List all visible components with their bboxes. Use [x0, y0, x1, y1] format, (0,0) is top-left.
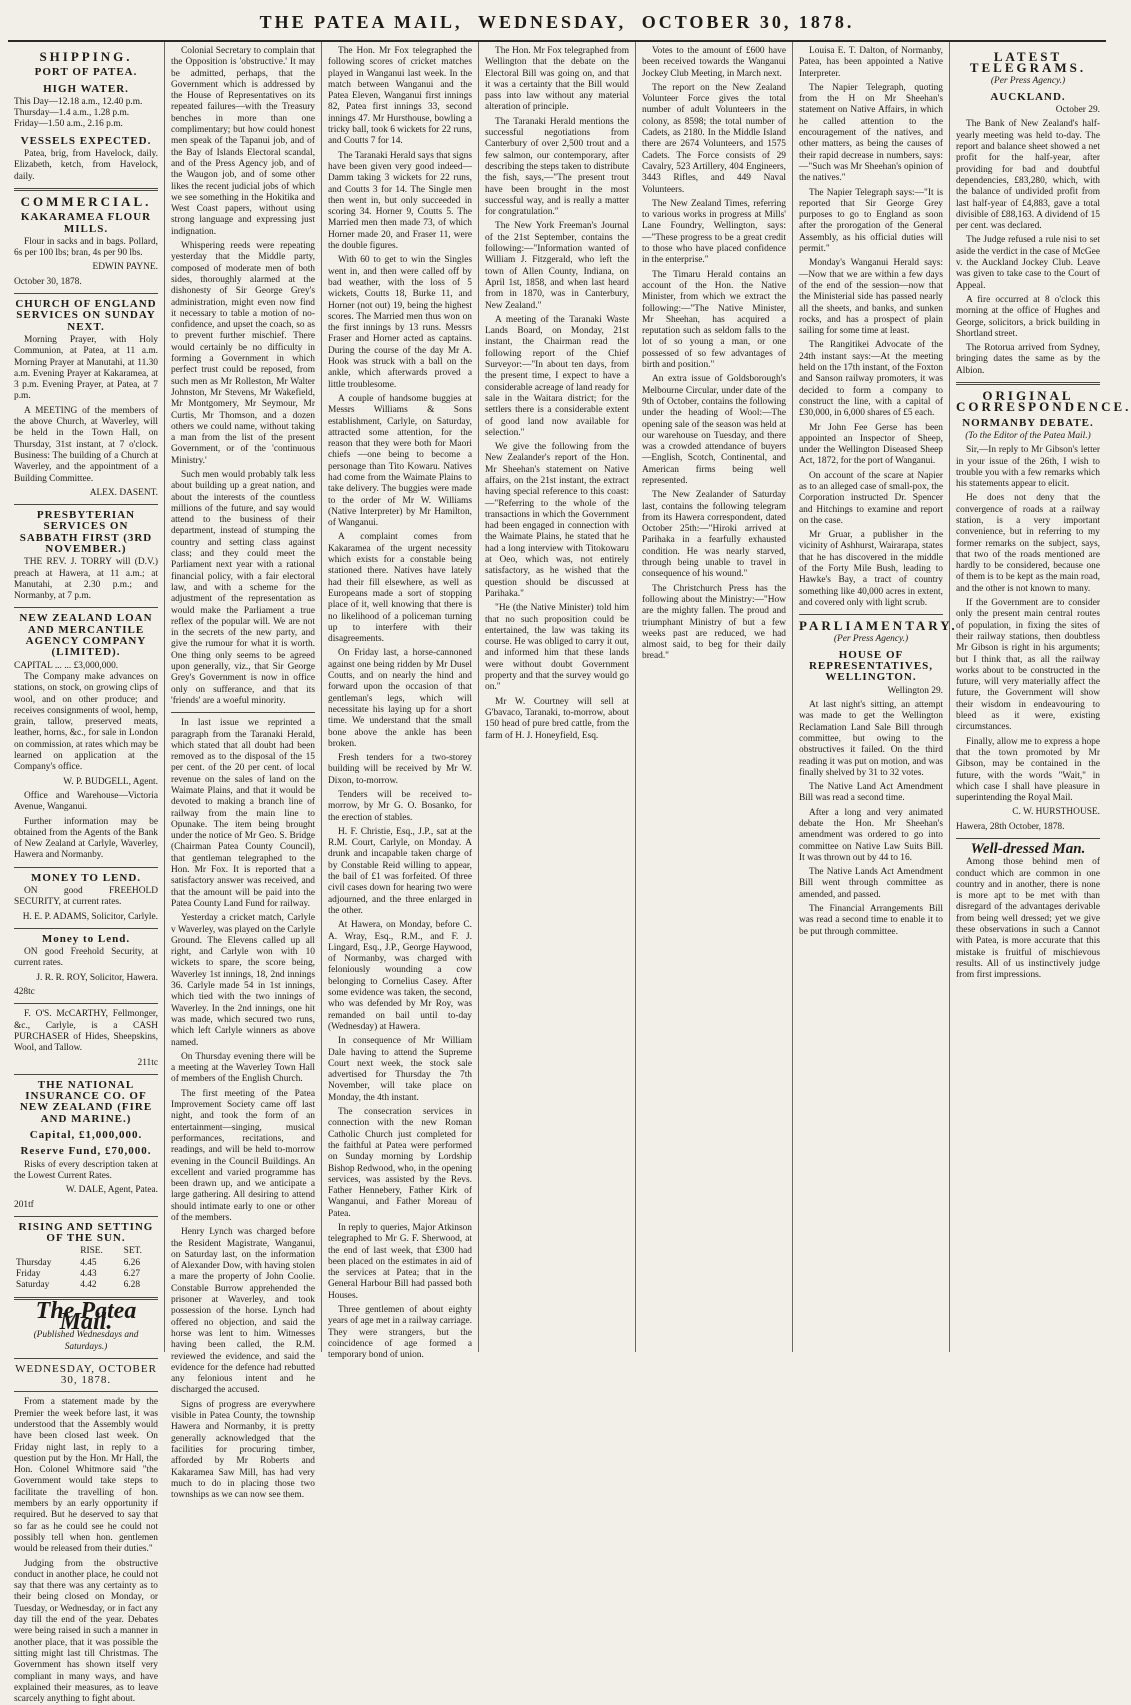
article-paragraph: The Christchurch Press has the following about the Ministry:—"How are the mighty fallen. The proud and triumphant Ministry of but a few weeks past are reduced, we had almost said, to beg for their daily bread." [642, 583, 786, 662]
column-6 [793, 42, 958, 1352]
sun-cell: Friday [16, 1269, 41, 1280]
parliamentary-source: (Per Press Agency.) [833, 633, 909, 644]
article-paragraph: Tenders will be received to-morrow, by Mr G. O. Bosanko, for the erection of stables. [328, 790, 472, 823]
vessels-text: Patea, brig, from Havelock, daily. Elizabeth, ketch, from Havelock, daily. [14, 149, 158, 182]
nz-loan-more: Further information may be obtained from the Agents of the Bank of New Zealand at Carlyle, Waverley, Hawera and Normanby. [14, 816, 158, 861]
mccarthy-text: F. O'S. McCARTHY, Fellmonger, &c., Carlyle, is a CASH PURCHASER of Hides, Sheepskins, Wool, and Tallow. [14, 1009, 158, 1054]
sun-cell: 6.28 [123, 1280, 141, 1291]
columns [8, 42, 1131, 1705]
article-paragraph: Monday's Wanganui Herald says:—Now that we are within a few days of the end of the session—now that the Ministerial side has passed nearly all the sheets, and banks, and sunken rocks, and has a prospect of plain sailing for some time at least. [799, 258, 943, 337]
sun-row [14, 1258, 158, 1269]
article-paragraph: The first meeting of the Patea Improvement Society came off last night, and took the form of an entertainment—singing, musical performances, recitations, and readings, and will be held to-morrow evening in the Council Buildings. An excellent and varied programme has been drawn up, and we anticipate a large gathering. All desiring to attend should intimate early to one or other of the members. [171, 1088, 315, 1223]
sun-cell: Thursday [16, 1257, 52, 1268]
article-paragraph: A complaint comes from Kakaramea of the urgent necessity which exists for a constable being stationed there. Natives have lately had their fill elsewhere, as well as Europeans made a sort of stopping place of it, well knowing that there is no likelihood of a policeman turning up to interfere with their disagreements. [328, 532, 472, 645]
divider [14, 1074, 158, 1075]
parliamentary-paragraph: The Native Lands Act Amendment Bill went through committee as amended, and passed. [799, 867, 943, 900]
article-paragraph: At Hawera, on Monday, before C. A. Wray, Esq., R.M., and F. J. Lingard, Esq., J.P., George Haywood, of Normanby, was charged with feloniously wounding a cow belonging to Cornelius Casey. After some evidence was taken, the second, who was defended by Mr Roy, was remanded on bail until to-day (Wednesday) at Hawera. [328, 920, 472, 1032]
high-water-row: Friday—1.50 a.m., 2.16 p.m. [14, 119, 123, 130]
paper-subtitle: (Published Wednesdays and Saturdays.) [33, 1330, 139, 1352]
article-paragraph: Mr Gruar, a publisher in the vicinity of Ashhurst, Wairarapa, states that he has discovered in the middle of the Forty Mile Bush, leading to Hawke's Bay, a tract of country something like 40,000 acres in extent, and covered only with light scrub. [799, 530, 943, 608]
correspondence-title: NORMANBY DEBATE. [962, 416, 1094, 429]
church-text: Morning Prayer, with Holy Communion, at Patea, at 11 a.m. Morning Prayer at Manutahi, at 11.30 a.m. Evening Prayer at Kakaramea, at 3 p.m. Evening Prayer, at Patea, at 7 p.m. [14, 334, 158, 402]
article-paragraph: We give the following from the New Zealander's report of the Hon. Mr Sheehan's statement on Native affairs, on the 21st instant, the extract having special reference to this coast:—"Referring to the whole of the transactions in which the Government had been engaged in connection with the Waimate Plains, he stated that he had a long interview with Titokowaru at Oeo, which was, not entirely satisfactory, as he wished that the question should be discussed at Parihaka." [485, 442, 629, 599]
divider [14, 1391, 158, 1392]
article-paragraph: The Rangitikei Advocate of the 24th instant says:—At the meeting held on the 17th instant, of the Foxton and Sanson railway promoters, it was decided to form a company to construct the line, with a capital of £30,000, in 6,000 shares of £5 each. [799, 340, 943, 419]
shipping-heading: SHIPPING. [39, 49, 133, 64]
editorial-paragraph: Judging from the obstructive conduct in another place, he could not say that there was any certainty as to their being closed on Monday, or Tuesday, or Wednesday, or in fact any day till the end of the year. Debates were being raised in such a manner in another place, that it was possible the sitting might last till Christmas. The Government has shown itself very compliant in many ways, and have explained their measures, as to leave scarcely anything to fight about. [14, 1558, 158, 1705]
article-paragraph: On Thursday evening there will be a meeting at the Waverley Town Hall of members of the English Church. [171, 1051, 315, 1085]
church-heading: CHURCH OF ENGLAND SERVICES ON SUNDAY NEXT. [15, 298, 157, 333]
money-heading: MONEY TO LEND. [30, 871, 142, 884]
nz-loan-office: Office and Warehouse—Victoria Avenue, Wanganui. [14, 790, 158, 813]
divider [956, 838, 1100, 839]
editorial-paragraph: From a statement made by the Premier the week before last, it was understood that the Assembly would have been closed last week. On Friday night last, in reply to a question put by the Hon. Mr Hall, the Hon. Colonel Whitmore said "the Government would take steps to facilitate the travelling of hon. members by an early opportunity if required. But he deserved to say that so far as he could see he could not possibly tell when hon. gentlemen would be released from their duties." [14, 1397, 158, 1555]
mills-heading: KAKARAMEA FLOUR MILLS. [20, 211, 152, 235]
article-paragraph: The consecration services in connection with the new Roman Catholic Church just completed for the faithful at Patea were performed on Sunday morning by Lordship Bishop Redwood, who, in the opening services, was assisted by the Revs. Father Hennebery, Father Kirk of Wanganui, and Father Moreau of Patea. [328, 1107, 473, 1219]
sun-cell: Saturday [16, 1280, 50, 1291]
article-paragraph: "He (the Native Minister) told him that no such proposition could be entertained, the law was taking its course. He was obliged to carry it out, and informed him that these lands were without doubt Government property and that the survey would go on." [485, 603, 629, 693]
divider [14, 293, 158, 294]
article-paragraph: The Hon. Mr Fox telegraphed the following scores of cricket matches played in Wanganui last week. In the match between Wanganui and the Patea Eleven, Wanganui first innings 82, Patea first innings 33, second innings 47. Mr Hursthouse, bowling a tricky ball, took 6 wickets for 22 runs, and Coutts 7 for 14. [328, 46, 472, 147]
mills-signature: EDWIN PAYNE. [92, 262, 158, 273]
money2-signature: J. R. R. ROY, Solicitor, Hawera. [36, 972, 158, 983]
parliamentary-paragraph: The Native Land Act Amendment Bill was read a second time. [799, 782, 943, 804]
paper-title: The Patea Mail. [35, 1297, 137, 1335]
money2-ref: 428tc [14, 987, 35, 998]
article-paragraph: On account of the scare at Napier as to an alleged case of small-pox, the Corporation instructed Dr. Spencer and Hitchings to examine and report on the case. [799, 470, 943, 526]
correspondence-paragraph: Finally, allow me to express a hope that the town promoted by Mr Gibson, may be contained in the future, with the words "Wait," in which case I shall have pleasure in superintending the Royal Mail. [956, 736, 1100, 804]
correspondence-signature: C. W. HURSTHOUSE. [1012, 807, 1100, 818]
telegram-paragraph: The Judge refused a rule nisi to set aside the verdict in the case of McGee v. the Auckland Jockey Club. Leave was given to take case to the Court of Appeal. [956, 235, 1100, 291]
telegrams-date: October 29. [1055, 105, 1100, 116]
telegrams-source: (Per Press Agency.) [990, 75, 1066, 86]
insurance-text: Risks of every description taken at the Lowest Current Rates. [14, 1159, 158, 1181]
divider [14, 867, 158, 868]
insurance-ref: 201tf [14, 1199, 34, 1210]
high-water-row: This Day—12.18 a.m., 12.40 p.m. [14, 96, 143, 107]
article-paragraph: In last issue we reprinted a paragraph from the Taranaki Herald, which stated that all doubt had been removed as to the disposal of the 15 per cent. of the 20 per cent. of local revenue on the sales of land on the Waimate Plains, and that it would be devoted to making a branch line of railway from the main line to Opunake. The item being brought under the notice of Mr Geo. S. Bridge (Chairman Patea County Council), that gentleman telegraphed to the Hon. Mr Fox. It is reported that a satisfactory answer was received, and that the amount will be paid into the Patea County Land Fund for railway. [171, 718, 315, 909]
divider [14, 1358, 158, 1359]
article-paragraph: Votes to the amount of £600 have been received towards the Wanganui Jockey Club Meeting, in March next. [642, 46, 786, 79]
divider [171, 712, 315, 713]
parliamentary-paragraph: After a long and very animated debate the Hon. Mr Sheehan's amendment was ordered to go into committee on Native Law Suits Bill. It was thrown out by 44 to 16. [799, 807, 943, 863]
article-paragraph: Mr John Fee Gerse has been appointed an Inspector of Sheep, under the Wellington Diseased Sheep Act, 1872, for the port of Wanganui. [799, 422, 943, 467]
mccarthy-ref: 211tc [137, 1057, 158, 1068]
article-paragraph: A meeting of the Taranaki Waste Lands Board, on Monday, 21st instant, the Chairman read the following report of the Chief Surveyor:—"In about ten days, from the present time, I expect to have a considerable acreage of land ready for sale in the Waitara district; for the settlers there is a considerable extent of good land now available for selection." [485, 314, 629, 438]
telegram-paragraph: A fire occurred at 8 o'clock this morning at the office of Hughes and George, solicitors, a brick building in Shortland street. [956, 294, 1100, 339]
article-paragraph: The report on the New Zealand Volunteer Force gives the total number of adult Volunteers in the colony, as 8598; the total number of Cadets, as 2180. In the Middle Island there are 2674 Volunteers, and 1575 Cadets. The Force consists of 29 Cavalry, 523 Artillery, 404 Engineers, 3443 Rifles, and 449 Naval Volunteers. [642, 82, 786, 195]
masthead [8, 10, 1106, 34]
divider [14, 1216, 158, 1217]
article-paragraph: Mr W. Courtney will sell at G'bavaco, Taranaki, to-morrow, about 150 head of pure bred cattle, from the farm of H. J. Honeyfield, Esq. [485, 696, 629, 741]
sun-col-header: RISE. [80, 1246, 103, 1257]
article-paragraph: With 60 to get to win the Singles went in, and then were called off by bad weather, with the loss of 5 wickets, Coutts 18, Burke 11, and Horner (not out) 19, being the highest scores. The Married men thus won on the first innings by 13 runs. Messrs Fraser and Horner acted as captains. During the course of the day Mr A. Hook was struck with a ball on the ankle, which afterwards proved a little troublesome. [328, 255, 472, 390]
well-dressed-heading: Well-dressed Man. [970, 841, 1086, 857]
meeting-signature: ALEX. DASENT. [89, 487, 158, 498]
nz-loan-capital: CAPITAL ... ... £3,000,000. [14, 660, 119, 671]
column-2 [165, 42, 322, 1501]
money-signature: H. E. P. ADAMS, Solicitor, Carlyle. [22, 911, 158, 922]
column-7 [950, 42, 1131, 1352]
article-paragraph: Fresh tenders for a two-storey building will be received by Mr W. Dixon, to-morrow. [328, 753, 472, 786]
article-paragraph: The Taranaki Herald mentions the successful negotiations from Canterbury of over 2,500 trout and a few salmon, our contemporary, after describing the steps taken to distribute the fish, says,—"The present trout have been brought in the most successful way, and is really a matter for congratulation." [485, 116, 629, 218]
article-paragraph: Whispering reeds were repeating yesterday that the Middle party, composed of moderate men of both sides, thoroughly alarmed at the dishonesty of Sir George Grey's administration, might even now find it necessary to table a motion of no-confidence, and upset the coach, so as to prevent further mischief. There would certainly be no difficulty in forming a Government in which perfect trust could be reposed, from such men as Mr Rolleston, Mr Walter Johnston, Mr Stevens, Mr Wakefield, Mr Montgomery, Mr Seymour, Mr Curtis, Mr Thomson, and a dozen others we could name, without taking a man from the list of the present Government, or of the 'continuous Ministry.' [171, 241, 315, 466]
divider [956, 382, 1100, 385]
nz-loan-heading: NEW ZEALAND LOAN AND MERCANTILE AGENCY COMPANY (LIMITED). [19, 612, 153, 659]
article-paragraph: The Hon. Mr Fox telegraphed from Wellington that the debate on the Electoral Bill was going on, and that it was a certainty that the Bill would pass into law without any material alteration of principle. [485, 46, 629, 113]
column-4 [479, 42, 636, 1352]
sun-cell: 6.26 [123, 1257, 141, 1268]
article-paragraph: The Napier Telegraph, quoting from the H on Mr Sheehan's statement on Native Affairs, in which he called attention to the encouragement of the natives, and other matters, as being the causes of their rapid decrease in numbers, says:—"Such was Mr Sheehan's opinion of the natives." [799, 82, 943, 184]
divider [14, 607, 158, 608]
vessels-heading: VESSELS EXPECTED. [20, 134, 152, 147]
article-paragraph: Henry Lynch was charged before the Resident Magistrate, Wanganui, on Saturday last, on the information of Alexander Dow, with having stolen a mare the property of John Coolie. Constable Burrow apprehended the prisoner at Waverley, and took possession of the horse. Lynch had offered no objection, and said the horse was lent to him. Witnesses having been called, the R.M. reviewed the evidence, and said the evidence for the defence had rebutted any felonious intent and he discharged the accused. [171, 1227, 315, 1396]
column-1 [8, 42, 165, 1705]
masthead-date: OCTOBER 30, 1878. [641, 12, 855, 32]
sun-cell: 4.45 [80, 1257, 97, 1268]
column-3 [322, 42, 479, 1361]
meeting-text: A MEETING of the members of the above Church, at Waverley, will be held in the Town Hall, on Thursday, 31st instant, at 7 o'clock. Business: The building of a Church at Waverley, and the appointment of a Building Committee. [14, 405, 158, 484]
sun-cell: 4.43 [80, 1269, 97, 1280]
money-text: ON good FREEHOLD SECURITY, at current rates. [14, 886, 158, 908]
insurance-heading: THE NATIONAL INSURANCE CO. OF NEW ZEALAND (FIRE AND MARINE.) [19, 1078, 153, 1125]
correspondence-heading: ORIGINAL CORRESPONDENCE. [956, 388, 1131, 415]
sun-table-header [14, 1246, 158, 1257]
telegrams-place: AUCKLAND. [990, 90, 1066, 103]
parliamentary-date: Wellington 29. [887, 685, 943, 696]
article-paragraph: The Taranaki Herald says that signs have been given very good indeed—Damm taking 3 wickets for 22 runs, and Coutts 3 for 14. The Single men then went in, but only succeeded in scoring 34. Horner 9, Coutts 5. The Married men then made 73, of which Horner made 20, and Fraser 11, were the double figures. [328, 150, 472, 252]
high-water-row: Thursday—1.4 a.m., 1.28 p.m. [14, 108, 130, 119]
mills-text: Flour in sacks and in bags. Pollard, 6s per 100 lbs; bran, 4s per 90 lbs. [14, 236, 158, 259]
sun-row [14, 1269, 158, 1280]
sun-table [14, 1246, 158, 1291]
divider [14, 1003, 158, 1004]
article-paragraph: Louisa E. T. Dalton, of Normanby, Patea, has been appointed a Native Interpreter. [799, 46, 943, 79]
money2-heading: Money to Lend. [41, 932, 131, 945]
mills-date: October 30, 1878. [14, 276, 82, 287]
masthead-title: THE PATEA MAIL, [259, 12, 463, 32]
high-water-heading: HIGH WATER. [43, 82, 129, 95]
article-paragraph: A couple of handsome buggies at Messrs Williams & Sons establishment, Carlyle, on Saturday, attracted some attention, for the reason that they were both for Maori chiefs —one being to become a personage than Tito Kowaru. Natives had come from the Waimate Plains to take delivery. The buggies were made to the order of Mr W. Williams (Native Interpreter) by Mr Hamilton, of Wanganui. [328, 393, 472, 529]
article-paragraph: The Napier Telegraph says:—"It is reported that Sir George Grey purposes to go to England as soon after the prorogation of the General Assembly, as his official duties will permit." [799, 187, 943, 255]
telegrams-heading: LATEST TELEGRAMS. [969, 49, 1087, 76]
masthead-day: WEDNESDAY, [477, 12, 627, 32]
article-paragraph: The New Zealander of Saturday last, contains the following telegram from its Hawera correspondent, dated October 25th:—"Hiroki arrived at Parihaka in a fearfully exhausted condition. He was nearly starved, through being unable to travel in consequence of his wound." [642, 490, 786, 580]
column-5 [636, 42, 793, 1352]
well-dressed-text: Among those behind men of conduct which are common in one country and in another, there is none is more apt to be met with than disregard of the advantages derivable from being well dressed; yet we give these observations in such a Cannot with Patea, is more accurate that this mistake is fruitful of mischievous results. All of us instinctively judge from first impressions. [956, 857, 1100, 981]
insurance-capital: Capital, £1,000,000. [29, 1129, 143, 1142]
telegram-paragraph: The Rotorua arrived from Sydney, bringing dates the same as by the Albion. [956, 343, 1100, 376]
article-paragraph: In reply to queries, Major Atkinson telegraphed to Mr G. F. Sherwood, at the end of last week, that £300 had been placed on the estimates in aid of the services at Patea; that in the General Harbour Bill had passed both Houses. [328, 1222, 472, 1301]
divider [14, 928, 158, 929]
sun-cell: 6.27 [123, 1269, 141, 1280]
article-paragraph: In consequence of Mr William Dale having to attend the Supreme Court next week, the stock sale advertised for Thursday the 7th November, will take place on Monday, the 4th instant. [328, 1036, 472, 1103]
parliamentary-paragraph: At last night's sitting, an attempt was made to get the Wellington Reclamation Land Sale Bill through committee, but owing to the obstructives it failed. On the third reading it was put on motion, and was finally shelved by 31 to 32 votes. [799, 700, 943, 778]
nz-loan-text: The Company make advances on stations, on stock, on growing clips of wool, and on other produce; and receives consignments of wool, hemp, grain, tallow, preserved meats, leather, horns, &c., for sale in London on commission, at rates which may be learned on application at the Company's office. [14, 671, 158, 773]
correspondence-paragraph: Sir,—In reply to Mr Gibson's letter in your issue of the 26th, I wish to trouble you with a few remarks which his statements appear to elicit. [956, 445, 1100, 490]
parliamentary-house: HOUSE OF REPRESENTATIVES, WELLINGTON. [808, 648, 934, 684]
article-paragraph: The New York Freeman's Journal of the 21st September, contains the following:—"Information wanted of William J. Fitzgerald, who left the town of Allen County, Indiana, on April 1st, 1858, and when last heard from in 1870, was in Canterbury, New Zealand." [485, 221, 629, 311]
presbyterian-heading: PRESBYTERIAN SERVICES ON SABBATH FIRST (3RD NOVEMBER.) [19, 509, 153, 555]
correspondence-place: Hawera, 28th October, 1878. [956, 821, 1065, 832]
presbyterian-text: THE REV. J. TORRY will (D.V.) preach at Hawera, at 11 a.m.; at Manutahi, at 2.30 p.m.; and Normanby, at 7 p.m. [14, 557, 158, 602]
port-heading: PORT OF PATEA. [34, 66, 138, 79]
paper-date: WEDNESDAY, OCTOBER 30, 1878. [15, 1362, 157, 1387]
correspondence-paragraph: He does not deny that the convergence of roads at a railway station, is a very important convenience, but in referring to my former remarks on the subject, says, that two of the roads mentioned are hardly to be considered, because one of them is to be kept as the main road, and the other is not known to many. [956, 493, 1100, 594]
article-paragraph: Yesterday a cricket match, Carlyle v Waverley, was played on the Carlyle Ground. The Elevens called up all right, and Carlyle won with 10 wickets to spare, the score being, Waverley 1st innings, 18, 2nd innings 36. Carlyle made 54 in 1st innings, which tied with the two innings of Waverley. In the 2nd innings, one hit was made, which secured two runs, which left Carlyle winners as above named. [171, 913, 315, 1048]
telegram-paragraph: The Bank of New Zealand's half-yearly meeting was held to-day. The report and balance sheet showed a net profit for the half-year, after providing for bad and doubtful dependencies, £83,280, which, with the balance of undivided profit from last half-year of £4,883, gave a total divisible of £88,163. A dividend of 15 per cent. was declared. [956, 119, 1100, 232]
sun-cell: 4.42 [80, 1280, 97, 1291]
sun-col-header [14, 1246, 78, 1257]
article-paragraph: On Friday last, a horse-cannoned against one being ridden by Mr Dusel Coutts, and on nearly the hind and forward upon the occasion of that gentleman's legs, which will necessitate his laying up for a short time. We understand that the small bone above the ankle has been broken. [328, 648, 472, 749]
insurance-signature: W. DALE, Agent, Patea. [65, 1185, 158, 1196]
sun-heading: RISING AND SETTING OF THE SUN. [18, 1220, 154, 1245]
correspondence-paragraph: If the Government are to consider only the present main central routes of population, in fixing the sites of their railway stations, then doubtless Mr Gibson is right in his arguments; but I think that, as all the railway works about to be constructed in the future, will very materially affect the future, the Government will show their wisdom in endeavouring to bleed as it were, existing circumstances. [956, 598, 1100, 733]
article-paragraph: An extra issue of Goldsborough's Melbourne Circular, under date of the 9th of October, contains the following under the heading of Wool:—The opening sale of the season was held at our warehouse on Tuesday, and there was a crowded attendance of buyers—English, Scotch, Continental, and American firms being well represented. [642, 374, 786, 486]
article-paragraph: Such men would probably talk less about building up a great nation, and about the interests of the countless millions of the future, and say would attend to the business of their department, instead of stumping the country and setting class against class; and they could meet the Parliament next year with a rational financial policy, with a fair electoral law, and with a scheme for the adjustment of the representation as would make the Parliament a true reflex of the popular will. We are not in the secrets of the new party, and give the rumour for what it is worth. One thing only seems to be agreed upon generally, viz., that Sir George Grey's Government is now in office only on sufferance, and that its 'friends' are a woeful minority. [171, 469, 315, 706]
parliamentary-paragraph: The Financial Arrangements Bill was read a second time to enable it to be put through committee. [799, 904, 943, 937]
article-paragraph: Signs of progress are everywhere visible in Patea County, the township Hawera and Normanby, it is pretty generally acknowledged that the facilities for procuring timber, afforded by Mr Roberts and Kakaramea Saw Mill, has had very much to do in placing those two townships as we can now see them. [171, 1399, 315, 1501]
article-paragraph: The New Zealand Times, referring to various works in progress at Mills' Lane Foundry, Wellington, says:—"These progress to be a great credit to those who have placed confidence in the enterprise." [642, 198, 786, 266]
insurance-reserve: Reserve Fund, £70,000. [20, 1145, 152, 1158]
divider [14, 504, 158, 505]
article-paragraph: Three gentlemen of about eighty years of age met in a railway carriage. They were strangers, but the coincidence of age formed a temporary bond of union. [328, 1305, 472, 1361]
commercial-heading: COMMERCIAL. [20, 193, 152, 209]
money2-text: ON good Freehold Security, at current rates. [14, 947, 158, 969]
divider [799, 614, 943, 615]
article-paragraph: H. F. Christie, Esq., J.P., sat at the R.M. Court, Carlyle, on Monday. A drunk and incapable taken charge of by Constable Reid willing to appear, the bail of £1 was forfeited. Of three civil cases down for hearing two were adjourned, and the three enlarged in the other. [328, 826, 472, 916]
sun-col-header: SET. [123, 1246, 142, 1257]
parliamentary-heading: PARLIAMENTARY. [799, 618, 958, 634]
article-paragraph: Colonial Secretary to complain that the Opposition is 'obstructive.' It may be admitted, perhaps, that the Government which is addressed by the House of Representatives on its repeated failures—with the Treasury benches in more than one complimentary; but how could honest men speak of the Tapanui job, and of the Bay of Islands Electoral scandal, and of the Press Agency job, and of the Waugon job, and of some other likes the recent judicial jobs of which we see something in the Hokitika and West Coast papers, without using strong language and expressing just indignation. [171, 46, 315, 237]
divider [14, 188, 158, 191]
nz-loan-signature: W. P. BUDGELL, Agent. [63, 776, 158, 787]
correspondence-to: (To the Editor of the Patea Mail.) [965, 430, 1091, 441]
sun-row [14, 1280, 158, 1291]
article-paragraph: The Timaru Herald contains an account of the Hon. the Native Minister, from which we extract the following:—"The Native Minister, Mr Sheehan, has acquired a reputation such as seldom falls to the lot of so young a man, or one possessed of so few advantages of birth and position." [642, 269, 786, 371]
